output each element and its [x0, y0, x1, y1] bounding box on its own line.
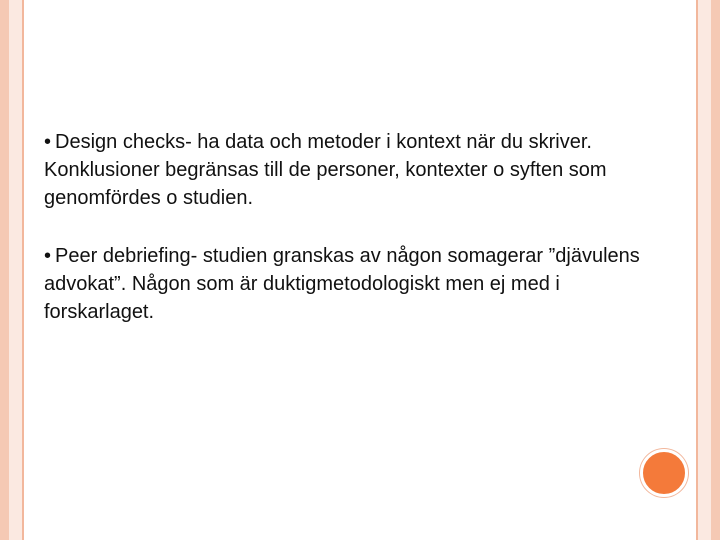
right-decorative-border	[696, 0, 720, 540]
bullet-symbol: •	[44, 245, 52, 267]
bullet-text: Design checks- ha data och metoder i kontext när du skriver. Konklusioner begränsas till de personer, kontexter o syften som genomfördes o studien.	[44, 131, 607, 209]
bullet-design-checks	[44, 128, 644, 212]
slide-content	[44, 128, 644, 356]
bullet-peer-debriefing	[44, 242, 644, 326]
bullet-text: Peer debriefing- studien granskas av någon somagerar ”djävulens advokat”. Någon som är duktigmetodologiskt men ej med i forskarlaget.	[44, 245, 640, 323]
decorative-orange-circle	[640, 449, 688, 497]
bullet-symbol: •	[44, 131, 52, 153]
left-decorative-border	[0, 0, 24, 540]
